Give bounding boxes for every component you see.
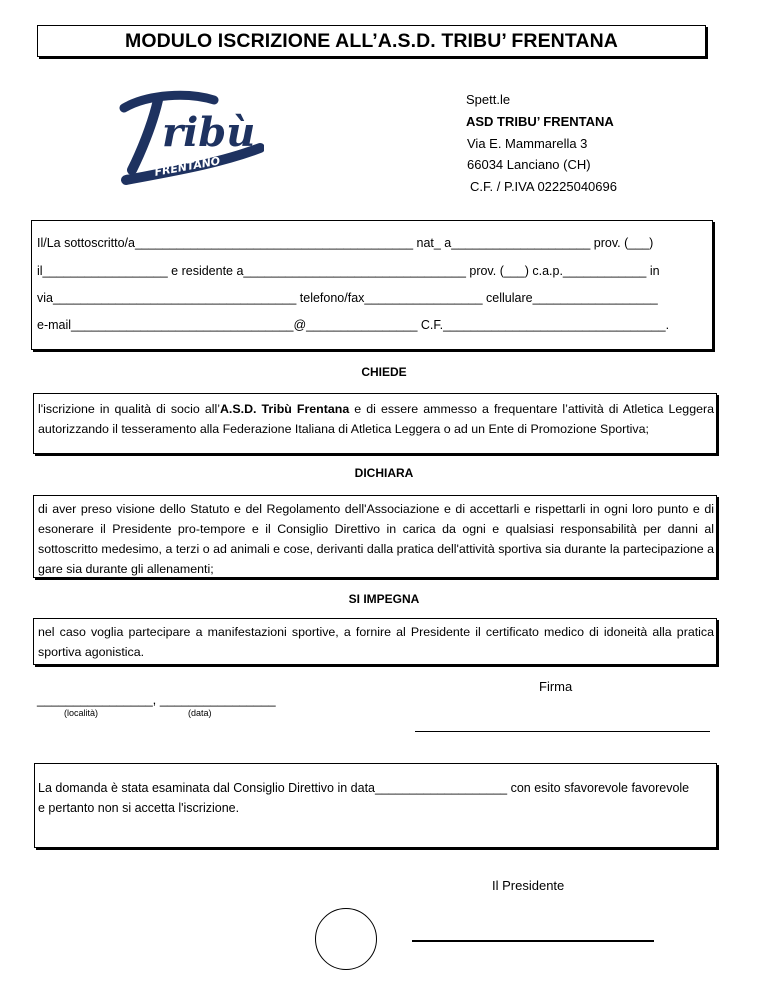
- stamp-circle: [315, 908, 377, 970]
- svg-text:ribù: ribù: [162, 109, 256, 156]
- impegna-box: [33, 618, 717, 665]
- localita-label: (località): [64, 708, 99, 718]
- personal-line-residence[interactable]: il__________________ e residente a________________________________ prov. (___) c.a.p.____________ in: [37, 264, 660, 278]
- impegna-text: nel caso voglia partecipare a manifestazioni sportive, a fornire al Presidente il certificato medico di idoneità alla pratica sportiva agonistica.: [38, 625, 714, 659]
- recipient-city: 66034 Lanciano (CH): [467, 157, 591, 172]
- recipient-street: Via E. Mammarella 3: [467, 136, 588, 151]
- review-line-1: La domanda è stata esaminata dal Consiglio Direttivo in data___________________ con esito sfavorevole favorevole: [38, 781, 690, 795]
- personal-line-email[interactable]: e-mail________________________________@________________ C.F.________________________________.: [37, 318, 670, 332]
- impegna-heading: SI IMPEGNA: [348, 592, 420, 606]
- chiede-text: [38, 399, 714, 439]
- dichiara-text: di aver preso visione dello Statuto e del Regolamento dell'Associazione e di accettarli e rispettarli in ogni loro punto e di esonerare il Presidente pro-tempore e il Consiglio Direttivo in carica da ogni e qualsiasi responsabilità per danni al sottoscritto medesimo, a terzi o ad animali e cose, derivanti dalla pratica dell'attività sportiva sia durante la partecipazione a gare sia durante gli allenamenti;: [38, 502, 714, 576]
- recipient-tax-id: C.F. / P.IVA 02225040696: [470, 179, 617, 194]
- title-box: [37, 25, 706, 57]
- place-date-line[interactable]: ________________, ________________: [37, 692, 276, 707]
- president-signature-line[interactable]: [412, 940, 654, 942]
- dichiara-heading: DICHIARA: [354, 466, 414, 480]
- firma-line[interactable]: [415, 731, 710, 732]
- chiede-text-bold: A.S.D. Tribù Frentana: [219, 402, 350, 416]
- dichiara-box: [33, 495, 717, 578]
- personal-data-box: [31, 220, 713, 350]
- chiede-text-pre: l'iscrizione in qualità di socio all’: [38, 402, 220, 416]
- chiede-heading: CHIEDE: [361, 365, 407, 379]
- svg-text:FRENTANO: FRENTANO: [153, 154, 222, 179]
- page-title: MODULO ISCRIZIONE ALL’A.S.D. TRIBU’ FRENTANA: [125, 29, 618, 52]
- chiede-box: [33, 393, 717, 454]
- recipient-name: ASD TRIBU’ FRENTANA: [466, 114, 614, 129]
- president-label: Il Presidente: [492, 878, 565, 893]
- review-line-2: e pertanto non si accetta l'iscrizione.: [38, 801, 240, 815]
- recipient-salutation: Spett.le: [466, 92, 511, 107]
- personal-line-name[interactable]: Il/La sottoscritto/a________________________________________ nat_ a____________________ prov. (___): [37, 236, 654, 250]
- chiede-text-post: e di essere ammesso a frequentare l’attività di Atletica Leggera autorizzando il tesseramento alla Federazione Italiana di Atletica Leggera o ad un Ente di Promozione Sportiva;: [38, 402, 714, 436]
- data-label: (data): [188, 708, 212, 718]
- firma-label: Firma: [539, 679, 573, 694]
- personal-line-contacts[interactable]: via___________________________________ telefono/fax_________________ cellulare__________________: [37, 291, 658, 305]
- tribu-logo: [118, 86, 264, 186]
- review-box: [34, 763, 717, 848]
